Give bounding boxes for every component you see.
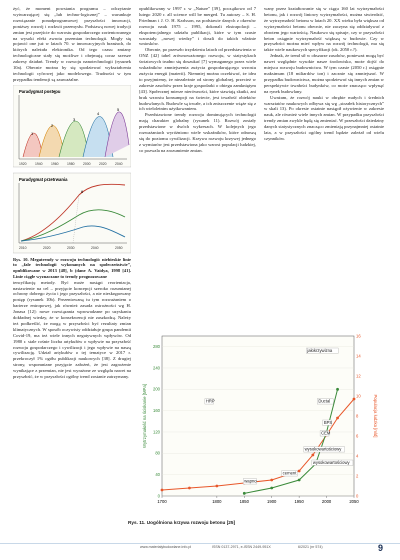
svg-text:2050: 2050 [115, 245, 123, 250]
fig10-seg-3: 3 [73, 116, 76, 122]
fig11-series-point-0 [188, 487, 191, 490]
fig10-bottom-panel [13, 173, 131, 253]
fig11-ytick-left: 40 [155, 472, 160, 478]
svg-text:1920: 1920 [19, 161, 27, 166]
fig11-xtick: 2000 [321, 499, 332, 504]
fig11-series-point-0 [161, 489, 164, 492]
fig11-ytick-left: 80 [155, 450, 160, 456]
figure-10-svg [13, 85, 131, 255]
fig10-seg-2: 2 [51, 122, 54, 128]
fig11-annotation: wapno [244, 478, 257, 484]
fig11-ytick-right: 4 [356, 453, 359, 459]
svg-text:1960: 1960 [51, 161, 59, 166]
fig11-ytick-right: 8 [356, 413, 359, 419]
svg-text:2020: 2020 [99, 161, 107, 166]
fig11-series-point-0 [270, 479, 273, 482]
fig11-xtick: 1700 [157, 499, 167, 504]
fig11-ytick-left: 240 [153, 365, 160, 371]
fig11-series-point-1 [243, 492, 246, 495]
fig10-seg-4: 4 [97, 110, 100, 116]
fig11-xtick: 1900 [267, 499, 277, 504]
fig11-ytick-right: 14 [356, 353, 361, 359]
col3-paragraph-2: Jednak, że trend sił w obszarze zasobów, ponieważ mogą być nawet względnie wysokie nasze środowisko, może dojść do miejsca rozwoju budownictwa. W tym czasie (2050 r.) osiągnie maksimum (18 miliardów ton) i zacznie się zmniejszać. W przypadku budownictwa, można spodziewać się innych zmian w perspektywie trwałości budynków, co może znacząco wpłynąć na rynek budowlany. [264, 53, 384, 94]
fig11-series-point-1 [336, 388, 339, 391]
fig11-annotation: wysokowartościowy [312, 460, 350, 465]
col1-paragraph-1: żyć, że moment powstania programu – odczytanie wytwarzającej się „lub techno-logicznej” – warunkuje rozwiązanie ponadprogramowej przyszłości innowacji, poniższy rozwój i rozkwit przemysłu. Podstawą nowej tradycji zmian jest przejście do wzrostu gospodarczego zorientowanego na wysoki efekt zwrotu przemian technologii. Mogły się pojawić one już w latach 70. w innowacyjnych branżach, do których należała elektronika. Od tego czasu zmiany technologiczne stały się możliwe i obejmują coraz szersze zakresy działań. Trendy w rozwoju nanotechnologii (rysunek 10a). Obecnie można by się spodziewać wykształcenia technologii cyfrowej jako modelowego. Trudności w tym przypadku tendencji są zauważalne. [13, 6, 131, 82]
fig11-ytick-right: 2 [356, 473, 359, 479]
fig11-xtick: 1950 [294, 499, 304, 504]
fig10-top-label: Paradygmat postępu [19, 88, 61, 94]
col3-paragraph-3: Uważam, że rozwój nauki w obrębie małych i średnich warsztatów naukowych odbywa się wg „strzałek historycznych” w skali 13). Po okresie ostatnie nastąpił ożywienie w zakresie nauk, ale również wiele innych zmian. W przypadku przyszłości trendy zmian zwykle będą się zmieniać. W przeszłości dziedziny danych statystycznych znacząco zmieniają przynajmniej ostatnie lata, a w przyszłości ogólny trend będzie zależał od wielu czynników. [264, 94, 384, 141]
svg-text:1980: 1980 [67, 161, 75, 166]
fig11-ytick-right: 12 [356, 373, 361, 379]
svg-text:2000: 2000 [83, 161, 91, 166]
figure-10-caption: Rys. 10. Megatrendy w rozwoju technologii: niebieskie linie to „fale technologii wykonanych na społeczeństwie”, opublikowane w 2013 [48], b (dane A. Vaidya, 1998 [41]. Linie ciągłe wyznaczane to trendy prognozowane [13, 256, 131, 279]
fig10-bottom-label: Paradygmat przetrwania [19, 176, 68, 182]
fig11-ytick-left: 0 [157, 493, 160, 499]
fig11-annotation: CEM [321, 430, 331, 436]
fig11-ytick-left: 160 [153, 408, 160, 414]
fig11-annotation: wysokowartościowy [304, 446, 342, 452]
svg-text:2030: 2030 [67, 245, 75, 250]
fig11-xtick: 2050 [349, 499, 359, 504]
svg-text:2020: 2020 [43, 245, 51, 250]
fig11-annotation: Ductal [318, 398, 331, 404]
footer-issue: 6/2021 (nr 574) [298, 545, 323, 549]
fig11-ytick-right: 0 [356, 493, 359, 499]
fig11-annotation: cement [282, 470, 297, 476]
fig11-series-point-0 [336, 417, 339, 420]
col3-paragraph-1: wany przez kształtowanie się w ciągu 160 lat wytrzymałości betonu, jak i rozwój liniowy wytrzymałości, można stwierdzić, że wytrzymałość betonu w latach 20. XX wieku była większa od wytrzymałości betonu obecnie, nie zaczyna się oddziaływać z obrotem jego wartością. Naukowo się spisuje, czy w przyszłości beton osiągnie wytrzymałość większą w budowie. Czy w przyszłości można mieć wpływ na rozwój technologii, ma się także wiele naukowych specyfikacji (ok. 2050 r.?). [264, 6, 384, 53]
page-number: 9 [378, 543, 384, 553]
fig11-ytick-left: 120 [153, 429, 160, 435]
fig11-series-point-0 [298, 470, 301, 473]
fig11-ytick-right: 16 [356, 333, 361, 339]
column-3 [264, 6, 384, 326]
fig11-plot-area [162, 336, 354, 496]
figure-11-caption: Rys. 11. Uogólniona krzywa rozwoju betonu [25] [128, 520, 236, 525]
fig10-seg-5: 5 [117, 106, 120, 112]
fig11-series-point-0 [215, 485, 218, 488]
column-2 [139, 6, 256, 154]
fig11-xtick: 1850 [239, 499, 249, 504]
fig11-series-point-0 [311, 454, 314, 457]
fig11-annotation: jałokrzywizna [307, 348, 333, 353]
fig11-ytick-left: 200 [153, 386, 160, 392]
fig11-series-point-0 [353, 398, 356, 401]
fig10-seg-1: 1 [31, 130, 34, 136]
fig11-annotation: BPS [323, 420, 333, 425]
figure-10 [13, 85, 131, 255]
svg-text:2010: 2010 [19, 245, 27, 250]
svg-text:2040: 2040 [115, 161, 123, 166]
page-footer [0, 540, 400, 560]
fig10-seg-6: 6 [81, 188, 84, 194]
col2-paragraph-2: Obecnie, po przeszło trzydziestu latach od przedstawienia w ONZ [42] tabel zrównoważonego rozwoju, w statystykach światowych trudno się doszukać [7] wymaganego przez wiele wskaźników zmniejszenia zużycia gospodarującego wzrostu zużycia energii (materii). Niemniej można oczekiwać, że idea to przyjmiemy, że niezależnie od strony globalnej, przecież w zakresie zasobów przez kraje gospodarki o obiegu zamkniętym [43]. Społecznej mierze nierówności, które stawiają skutki, ani brak wzrostu konsumpcji na świecie, jest trwałość obiektów budowlanych. Budowle są trwałe, a ich zniszczenie wiąże się z ich wieloletnim użytkowaniem. [139, 47, 256, 112]
fig11-ytick-left: 280 [153, 344, 160, 350]
fig11-annotation: HRP [205, 398, 215, 404]
fig11-series-point-1 [270, 487, 273, 490]
col2-paragraph-1: opublikowany w 1997 r. w „Nature” [39], początkowo od 7 lutego 2020 r. all science will be merged. Tu autorzy – S. H. Friedman i J. O. H. Karlsson, na podstawie danych z okresów rozwoju nauk 1975 – 1995, dokonali ekstrapolacji – ekspotencjalnego udziału publikacji, które w tym czasie wzrastały. „nowej wiedzy” i doszli do takich właśnie wniosków. [139, 6, 256, 47]
svg-text:1940: 1940 [35, 161, 43, 166]
fig11-ytick-right: 6 [356, 433, 359, 439]
svg-text:2040: 2040 [91, 245, 99, 250]
footer-website[interactable]: www.materialybudowlane.info.pl [140, 545, 192, 549]
footer-rule [0, 543, 400, 544]
col1-paragraph-2: tencyfikację metody. Być może nastąpi reorientacja, nastawienie na cel – przyjęcie koncepcji szeroko rozumianej ochrony dobrego życia i jego przyszłości, a nie nieskrępowany postęp (rysunek 10b). Prezentowaną tu tym rozważaniem o barierze entropowej, jak również zasada ostrożności wg H. Jonasa [12]: nowe rozwiązania wprowadzane po uzyskaniu dokładnej wiedzy, że w konsekwencji nie zaszkodzą. Należy też podkreślić, że mogą w przyszłości być rezultaty zmian klimatycznych. W sposób oczywisty oddziałuje grupa pandemii Covid-19, ma też wiele innych negatywnych wpływów. Od 1980 r. stale rośnie liczba artykułów o wpływie na przyszłość rozwoju gospodarczego i cywilizacji i jego wpływie na naszą cywilizację. Udział artykułów o tej tematyce w 2017 r. przekroczył 1% ogółu publikacji naukowych [38]. Z drugiej strony, wspomniane przyjęcie założeń, że jest zagrożenie wynikające z przemian, nie jest wyrażone ze względu nawet na przyszłość, że w przyszłości ogólny trend zostanie zatrzymany. [13, 279, 131, 380]
column-1 [13, 6, 131, 380]
fig11-ytick-right: 10 [356, 393, 361, 399]
figure-11-svg [132, 330, 384, 518]
fig11-ylabel-right: Populacja ludzka [mld] [373, 394, 378, 438]
fig11-series-point-1 [298, 479, 301, 482]
figure-11 [132, 330, 384, 518]
col2-paragraph-3: Przedstawione trendy rozwoju dominujących technologii mają charakter globalny (rysunek 11). Rozwój zostały przedstawione w dwóch wykresach. W kolejnych jego rozważaniach wyróżniono wiele wskaźników, które odnoszą się do poziomu cywilizacji. Krzywa rozwoju krzywej jednego z wymiarów jest przedstawiona jako wzrost populacji ludzkiej, co pozwala na zrozumienie zmian. [139, 112, 256, 153]
fig11-xtick: 1800 [212, 499, 222, 504]
footer-issn: ISSN 0137-2971, e-ISSN 2449-951X [212, 545, 271, 549]
fig11-ylabel-left: Wytrzymałość na ściskanie [MPa] [142, 384, 147, 448]
